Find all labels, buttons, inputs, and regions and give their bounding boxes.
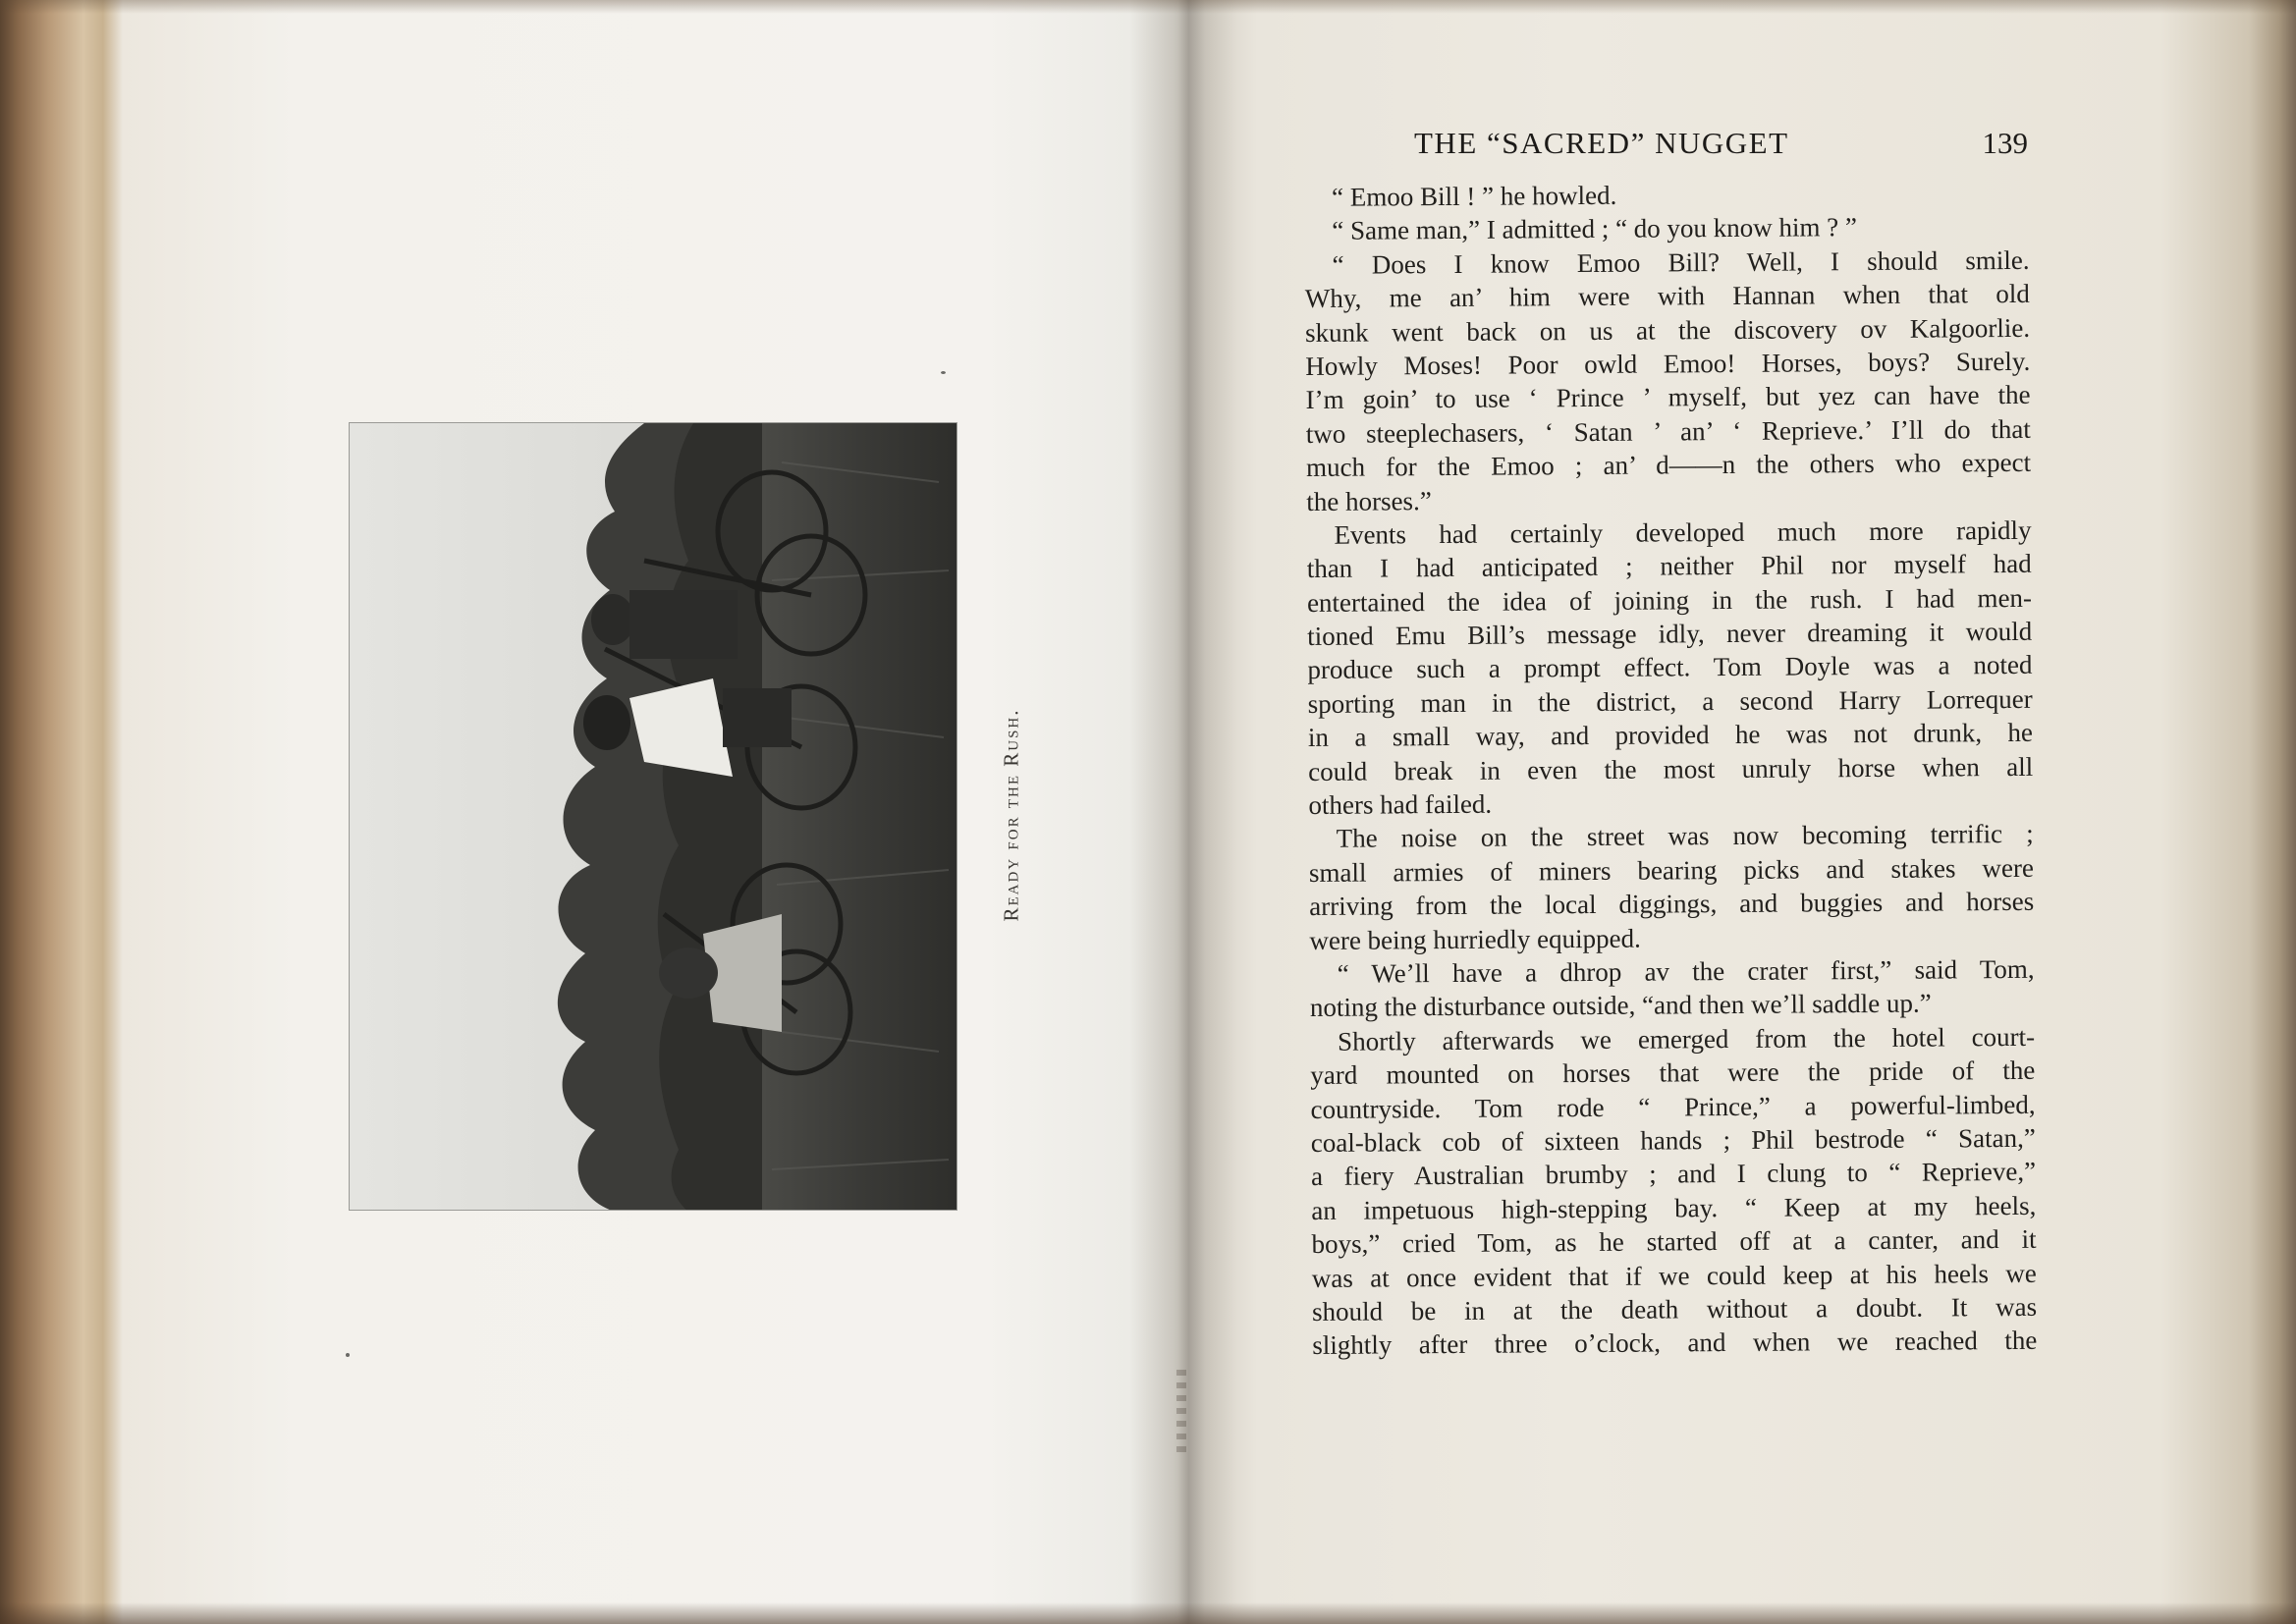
- text-line: skunk went back on us at the discovery ov Kalgoorlie.: [1304, 312, 2031, 348]
- text-line: Howly Moses! Poor owld Emoo! Horses, boys? Surely.: [1305, 346, 2031, 381]
- page-speck: [941, 371, 946, 374]
- text-line: sporting man in the district, a second Harry Lorrequer: [1307, 683, 2033, 719]
- text-line: coal-black cob of sixteen hands ; Phil bestrode “ Satan,”: [1310, 1122, 2036, 1158]
- page-number: 139: [1982, 126, 2028, 160]
- text-line: The noise on the street was now becoming terrific ;: [1336, 819, 2034, 854]
- text-line: could break in even the most unruly horse when all: [1308, 751, 2034, 786]
- text-line: countryside. Tom rode “ Prince,” a powerful-limbed,: [1310, 1089, 2036, 1124]
- text-line: small armies of miners bearing picks and stakes were: [1308, 852, 2035, 888]
- text-line: “ Does I know Emoo Bill? Well, I should smile.: [1332, 244, 2030, 280]
- text-line: was at once evident that if we could keep at his heels we: [1311, 1258, 2037, 1293]
- text-line: “ Emoo Bill ! ” he howled.: [1332, 180, 1617, 212]
- body-text: [1304, 176, 2037, 1363]
- running-head: [1414, 126, 2028, 169]
- running-head-title: THE “SACRED” NUGGET: [1414, 126, 1789, 160]
- text-line: boys,” cried Tom, as he started off at a canter, and it: [1311, 1223, 2037, 1260]
- text-line: than I had anticipated ; neither Phil nor myself had: [1306, 549, 2032, 584]
- text-line: noting the disturbance outside, “and then we’ll saddle up.”: [1309, 988, 1932, 1023]
- text-line: the horses.”: [1306, 485, 1432, 516]
- text-line: in a small way, and provided he was not drunk, he: [1307, 718, 2034, 753]
- plate-caption: [992, 668, 1031, 962]
- page-speck: [346, 1353, 350, 1357]
- halftone-photograph: [349, 422, 957, 1211]
- text-line: produce such a prompt effect. Tom Doyle was a noted: [1307, 650, 2033, 685]
- text-line: slightly after three o’clock, and when we reached the: [1312, 1326, 2038, 1361]
- text-line: an impetuous high-stepping bay. “ Keep at my heels,: [1311, 1190, 2037, 1225]
- text-line: “ Same man,” I admitted ; “ do you know him ? ”: [1332, 212, 1858, 246]
- text-line: should be in at the death without a doubt. It was: [1311, 1291, 2038, 1326]
- text-line: “ We’ll have a dhrop av the crater first,” said Tom,: [1337, 953, 2035, 989]
- text-line: Shortly afterwards we emerged from the hotel court-: [1338, 1021, 2036, 1056]
- text-line: two steeplechasers, ‘ Satan ’ an’ ‘ Reprieve.’ I’ll do that: [1305, 413, 2031, 449]
- text-line: a fiery Australian brumby ; and I clung to “ Reprieve,”: [1310, 1157, 2037, 1192]
- text-line: entertained the idea of joining in the rush. I had men-: [1306, 582, 2033, 618]
- photo-plate: [349, 422, 957, 1211]
- text-line: others had failed.: [1308, 788, 1493, 821]
- page-bottom-edge: [0, 1602, 2296, 1624]
- text-line: I’m goin’ to use ‘ Prince ’ myself, but yez can have the: [1305, 380, 2031, 415]
- text-line: Why, me an’ him were with Hannan when that old: [1304, 279, 2030, 314]
- photograph-scene: [350, 423, 957, 1211]
- text-line: Events had certainly developed much more rapidly: [1334, 514, 2032, 550]
- gutter-marks: [1176, 1370, 1186, 1458]
- text-line: arriving from the local diggings, and buggies and horses: [1309, 887, 2035, 922]
- text-line: yard mounted on horses that were the pride of the: [1310, 1055, 2036, 1091]
- plate-caption-text: Ready for the Rush.: [999, 708, 1023, 922]
- text-line: much for the Emoo ; an’ d——n the others who expect: [1305, 447, 2032, 483]
- text-line: tioned Emu Bill’s message idly, never dreaming it would: [1307, 616, 2033, 652]
- text-line: were being hurriedly equipped.: [1309, 923, 1641, 955]
